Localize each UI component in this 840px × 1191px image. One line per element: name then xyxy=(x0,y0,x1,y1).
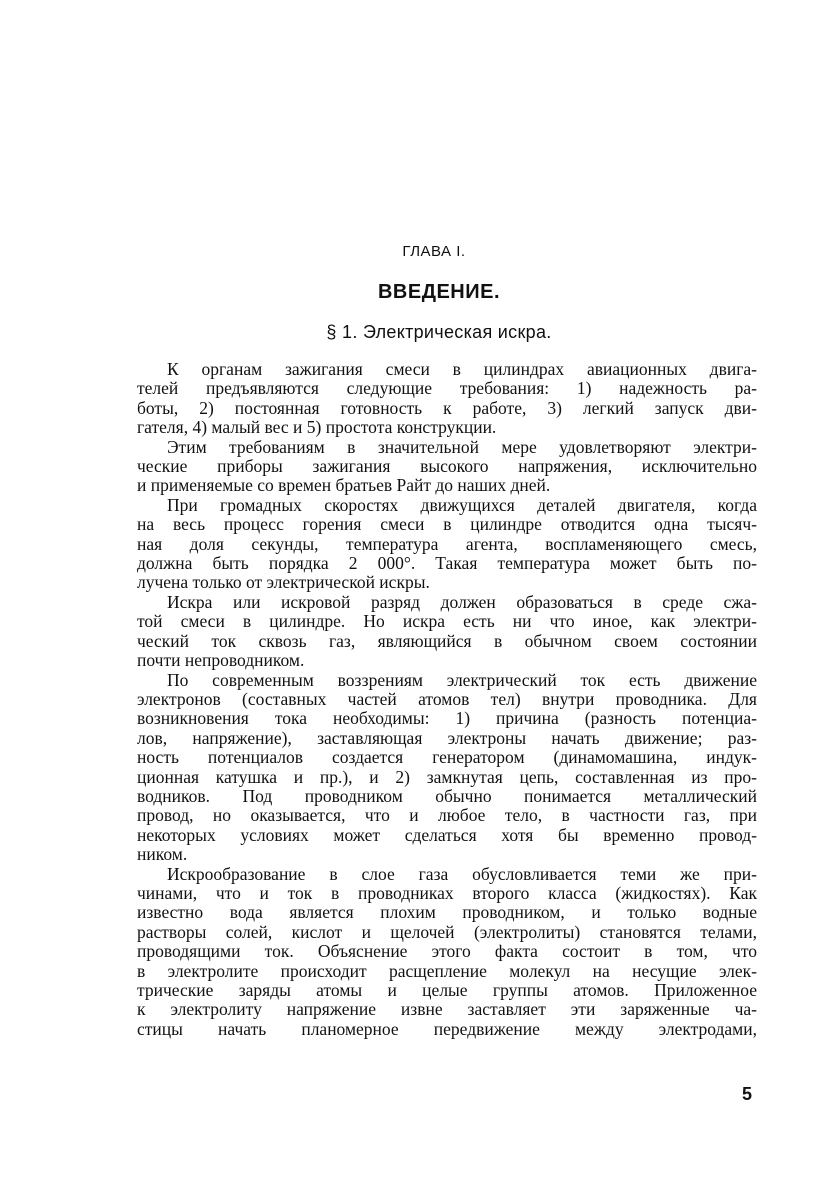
text-line: проводящими ток. Объяснение этого факта состоит в том, что xyxy=(137,941,757,962)
text-line: боты, 2) постоянная готовность к работе, 3) легкий запуск дви- xyxy=(137,397,757,418)
text-line: провод, но оказывается, что и любое тело, в частности газ, при xyxy=(137,805,757,826)
text-line: чинами, что и ток в проводниках второго класса (жидкостях). Как xyxy=(137,882,757,903)
text-line: ческий ток сквозь газ, являющийся в обычном своем состоянии xyxy=(137,630,757,651)
text-line: ная доля секунды, температура агента, воспламеняющего смесь, xyxy=(137,533,757,554)
text-line: При громадных скоростях движущихся деталей двигателя, когда xyxy=(167,494,757,515)
text-line: растворы солей, кислот и щелочей (электролиты) становятся телами, xyxy=(137,921,757,942)
body-text xyxy=(137,360,757,1039)
text-line: некоторых условиях может сделаться хотя бы временно провод- xyxy=(137,824,757,845)
text-line: к электролиту напряжение извне заставляет эти заряженные ча- xyxy=(137,999,757,1020)
text-line: гателя, 4) малый вес и 5) простота конструкции. xyxy=(137,417,497,438)
text-line: на весь процесс горения смеси в цилиндре отводится одна тысяч- xyxy=(137,514,757,535)
chapter-title: ВВЕДЕНИЕ. xyxy=(377,281,501,303)
text-line: Искрообразование в слое газа обусловливается теми же при- xyxy=(167,863,757,884)
paragraph xyxy=(137,438,757,496)
text-line: ником. xyxy=(137,844,188,865)
text-line: ческие приборы зажигания высокого напряжения, исключительно xyxy=(137,456,757,477)
text-line: должна быть порядка 2 000°. Такая температура может быть по- xyxy=(137,553,757,574)
text-line: телей предъявляются следующие требования: 1) надежность ра- xyxy=(137,378,757,399)
text-line: ность потенциалов создается генератором (динамомашина, индук- xyxy=(137,747,757,768)
paragraph xyxy=(137,593,757,671)
text-line: и применяемые со времен братьев Райт до наших дней. xyxy=(137,475,551,496)
text-line: ционная катушка и пр.), и 2) замкнутая цепь, составленная из про- xyxy=(137,766,757,787)
text-line: лучена только от электрической искры. xyxy=(137,572,430,593)
text-line: стицы начать планомерное передвижение между электродами, xyxy=(137,1018,757,1039)
paragraph xyxy=(137,360,757,438)
text-line: К органам зажигания смеси в цилиндрах авиационных двига- xyxy=(167,359,757,379)
page-number: 5 xyxy=(742,1084,753,1104)
text-line: Этим требованиям в значительной мере удовлетворяют электри- xyxy=(167,436,757,457)
section-title: § 1. Электрическая искра. xyxy=(326,322,552,342)
text-line: в электролите происходит расщепление молекул на несущие элек- xyxy=(137,960,757,981)
paragraph xyxy=(137,671,757,865)
text-line: той смеси в цилиндре. Но искра есть ни что иное, как электри- xyxy=(137,611,757,632)
chapter-label: ГЛАВА I. xyxy=(402,243,466,260)
text-line: известно вода является плохим проводником, и только водные xyxy=(137,902,757,923)
text-line: По современным воззрениям электрический ток есть движение xyxy=(167,669,757,690)
text-line: лов, напряжение), заставляющая электроны начать движение; раз- xyxy=(137,727,757,748)
text-line: электронов (составных частей атомов тел) внутри проводника. Для xyxy=(137,688,757,709)
text-line: почти непроводником. xyxy=(137,650,305,671)
text-line: трические заряды атомы и целые группы атомов. Приложенное xyxy=(137,980,757,1000)
paragraph xyxy=(137,865,757,1040)
text-line: возникновения тока необходимы: 1) причина (разность потенциа- xyxy=(137,708,757,729)
text-line: Искра или искровой разряд должен образоваться в среде сжа- xyxy=(167,591,757,612)
text-line: водников. Под проводником обычно понимается металлический xyxy=(137,785,757,806)
paragraph xyxy=(137,496,757,593)
